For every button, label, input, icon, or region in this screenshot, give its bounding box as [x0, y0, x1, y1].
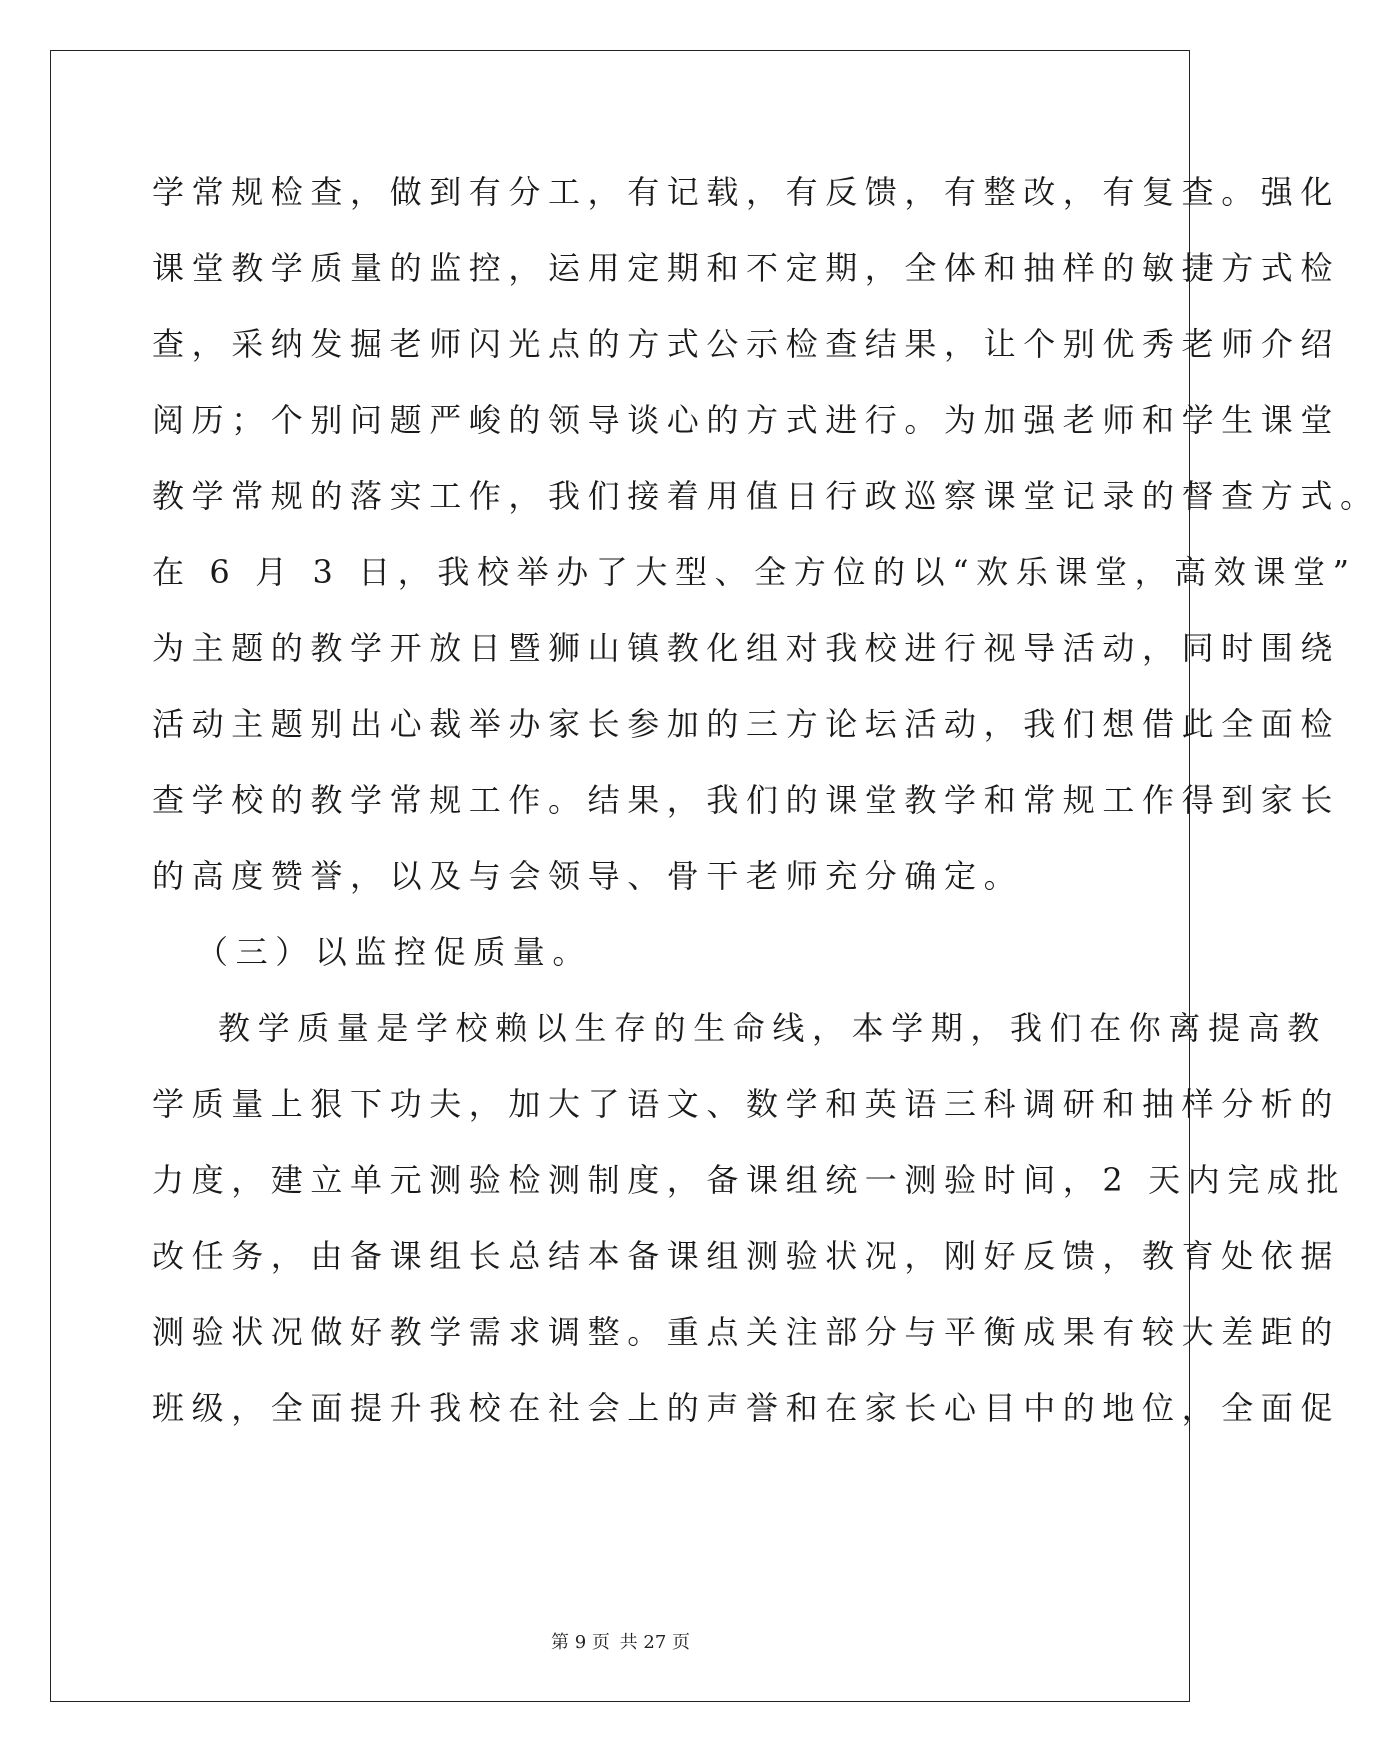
paragraph-line: 测验状况做好教学需求调整。重点关注部分与平衡成果有较大差距的	[152, 1313, 1341, 1351]
paragraph-line: 查，采纳发掘老师闪光点的方式公示检查结果，让个别优秀老师介绍	[152, 325, 1341, 363]
paragraph-line: 学常规检查，做到有分工，有记载，有反馈，有整改，有复查。强化	[152, 173, 1341, 211]
page-footer	[0, 1628, 1241, 1654]
paragraph-line: 学质量上狠下功夫，加大了语文、数学和英语三科调研和抽样分析的	[152, 1085, 1341, 1123]
paragraph-line: 改任务，由备课组长总结本备课组测验状况，刚好反馈，教育处依据	[152, 1237, 1341, 1275]
section-heading: （三）以监控促质量。	[196, 933, 593, 971]
paragraph-line: 查学校的教学常规工作。结果，我们的课堂教学和常规工作得到家长	[152, 781, 1341, 819]
paragraph-line: 的高度赞誉，以及与会领导、骨干老师充分确定。	[152, 857, 1024, 895]
paragraph-line: 力度，建立单元测验检测制度，备课组统一测验时间，2 天内完成批	[152, 1161, 1347, 1199]
page-total: 共 27 页	[619, 1632, 690, 1653]
paragraph-line: 阅历；个别问题严峻的领导谈心的方式进行。为加强老师和学生课堂	[152, 401, 1341, 439]
paragraph-line: 课堂教学质量的监控，运用定期和不定期，全体和抽样的敏捷方式检	[152, 249, 1341, 287]
document-body	[152, 162, 1380, 1454]
paragraph-line: 教学质量是学校赖以生存的生命线，本学期，我们在你离提高教	[218, 1009, 1327, 1047]
paragraph-line: 在 6 月 3 日，我校举办了大型、全方位的以“欢乐课堂，高效课堂”	[152, 553, 1357, 591]
paragraph-line: 为主题的教学开放日暨狮山镇教化组对我校进行视导活动，同时围绕	[152, 629, 1341, 667]
paragraph-line: 教学常规的落实工作，我们接着用值日行政巡察课堂记录的督查方式。	[152, 477, 1380, 515]
page-number: 第 9 页	[551, 1632, 610, 1653]
paragraph-line: 活动主题别出心裁举办家长参加的三方论坛活动，我们想借此全面检	[152, 705, 1341, 743]
paragraph-line: 班级，全面提升我校在社会上的声誉和在家长心目中的地位，全面促	[152, 1389, 1341, 1427]
